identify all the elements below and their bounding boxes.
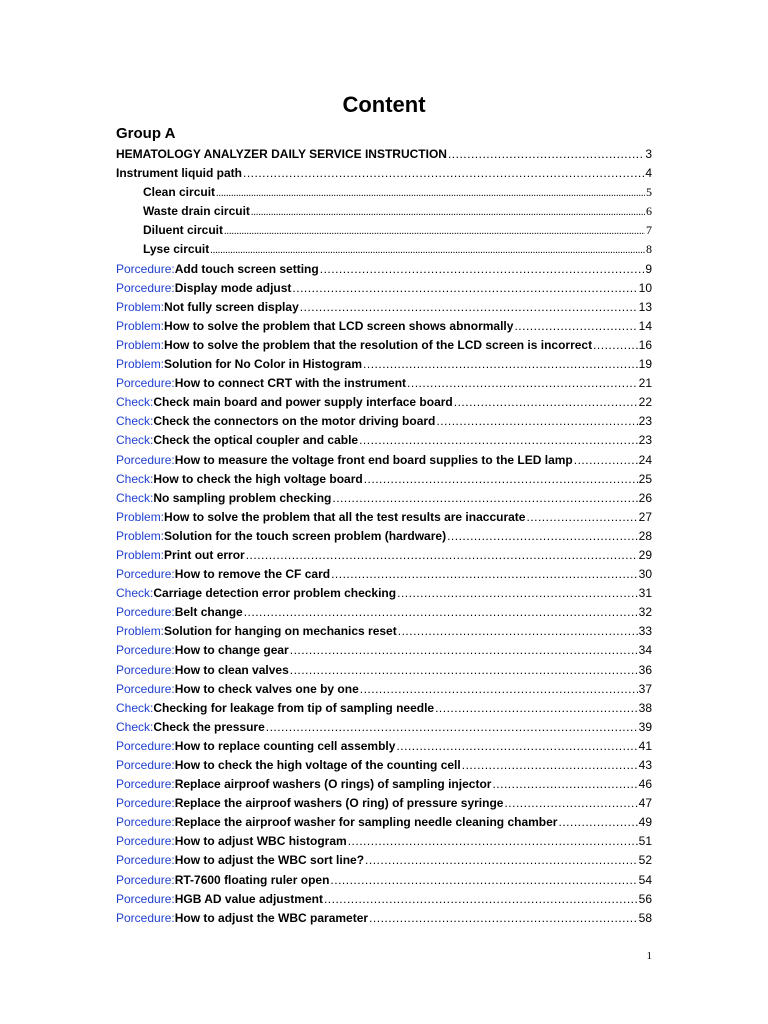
toc-entry-link[interactable]: Porcedure: — [116, 891, 175, 906]
dot-leader — [447, 527, 638, 546]
toc-entry[interactable] — [116, 851, 652, 870]
toc-entry[interactable] — [116, 470, 652, 489]
toc-entry-link[interactable]: Problem: — [116, 357, 165, 372]
toc-entry-page: 46 — [638, 777, 652, 792]
toc-entry[interactable] — [116, 775, 652, 794]
toc-entry-title: Print out error — [164, 547, 245, 562]
toc-entry-title: How to check the high voltage board — [153, 471, 363, 486]
toc-entry-title: Not fully screen display — [164, 299, 299, 314]
toc-entry[interactable] — [116, 202, 652, 221]
toc-entry[interactable] — [116, 431, 652, 450]
toc-entry[interactable] — [116, 909, 652, 928]
toc-entry-page: 52 — [638, 853, 652, 868]
toc-entry-page: 6 — [646, 204, 652, 219]
toc-entry-page: 23 — [638, 433, 652, 448]
dot-leader — [320, 260, 645, 279]
toc-entry-page: 43 — [638, 758, 652, 772]
toc-entry-page: 26 — [638, 490, 652, 505]
toc-entry[interactable] — [116, 221, 652, 240]
toc-entry-title: Check the optical coupler and cable — [153, 433, 359, 448]
toc-entry-page: 23 — [638, 414, 652, 429]
dot-leader — [348, 832, 638, 851]
toc-entry-link[interactable]: Problem: — [116, 509, 165, 524]
toc-entry-link[interactable]: Check: — [116, 586, 154, 601]
toc-entry-link[interactable]: Porcedure: — [116, 280, 175, 295]
toc-entry-title: How to check valves one by one — [174, 681, 359, 696]
toc-entry-title: How to measure the voltage front end board supplies to the LED lamp — [174, 452, 573, 467]
toc-entry-title: Belt change — [174, 605, 243, 620]
toc-entry-page: 30 — [638, 567, 652, 582]
toc-entry-title: Checking for leakage from tip of sampling needle — [153, 700, 435, 715]
toc-entry-page: 47 — [638, 796, 652, 811]
toc-entry-page: 9 — [645, 261, 652, 276]
toc-entry-page: 28 — [638, 528, 652, 543]
toc-entry[interactable] — [116, 164, 652, 183]
toc-entry[interactable] — [116, 603, 652, 622]
toc-entry-link[interactable]: Problem: — [116, 318, 165, 333]
toc-entry-title: How to solve the problem that the resolution of the LCD screen is incorrect — [164, 337, 593, 352]
toc-entry[interactable] — [116, 832, 652, 851]
toc-entry[interactable] — [116, 718, 652, 737]
toc-entry-title: Lyse circuit — [143, 242, 210, 257]
toc-entry[interactable] — [116, 260, 652, 279]
dot-leader — [369, 909, 638, 928]
toc-entry-page: 38 — [638, 700, 652, 715]
toc-entry-title: How to check the high voltage of the counting cell — [174, 758, 461, 772]
dot-leader — [365, 851, 638, 870]
dot-leader — [332, 489, 637, 508]
toc-entry-title: How to adjust WBC histogram — [174, 834, 347, 849]
dot-leader — [290, 661, 638, 680]
toc-entry-title: Display mode adjust — [174, 280, 292, 295]
dot-leader — [210, 241, 645, 260]
toc-entry[interactable] — [116, 317, 652, 336]
toc-entry-link[interactable]: Porcedure: — [116, 452, 175, 467]
toc-entry-page: 19 — [638, 357, 652, 372]
toc-entry-link[interactable]: Porcedure: — [116, 758, 175, 772]
dot-leader — [492, 775, 637, 794]
dot-leader — [331, 565, 638, 584]
toc-entry-page: 27 — [638, 509, 652, 524]
toc-entry-title: Replace the airproof washers (O ring) of pressure syringe — [174, 796, 504, 811]
dot-leader — [244, 603, 638, 622]
dot-leader — [324, 890, 638, 909]
toc-entry-link[interactable]: Porcedure: — [116, 567, 175, 582]
toc-entry-link[interactable]: Check: — [116, 414, 154, 429]
toc-entry-title: Replace airproof washers (O rings) of sampling injector — [174, 777, 492, 792]
toc-entry-title: How to adjust the WBC sort line? — [174, 853, 365, 868]
toc-entry[interactable] — [116, 737, 652, 756]
toc-entry-title: HGB AD value adjustment — [174, 891, 323, 906]
toc-entry[interactable] — [116, 527, 652, 546]
toc-entry-title: How to solve the problem that LCD screen shows abnormally — [164, 318, 514, 333]
toc-entry[interactable] — [116, 393, 652, 412]
dot-leader — [396, 737, 637, 756]
dot-leader — [397, 584, 638, 603]
dot-leader — [504, 794, 637, 813]
toc-entry[interactable] — [116, 489, 652, 508]
toc-entry-page: 16 — [638, 337, 652, 352]
toc-entry-page: 4 — [645, 166, 652, 181]
toc-entry-page: 7 — [646, 223, 652, 238]
dot-leader — [360, 680, 638, 699]
toc-entry-title: HEMATOLOGY ANALYZER DAILY SERVICE INSTRUCTION — [116, 147, 447, 161]
toc-entry-link[interactable]: Problem: — [116, 624, 165, 639]
dot-leader — [243, 164, 644, 183]
page-number: 1 — [646, 950, 652, 962]
dot-leader — [266, 718, 638, 737]
toc-entry-page: 56 — [638, 891, 652, 906]
toc-entry[interactable] — [116, 661, 652, 680]
toc-entry-link[interactable]: Porcedure: — [116, 815, 175, 830]
dot-leader — [558, 813, 637, 832]
dot-leader — [300, 298, 638, 317]
toc-entry-title: Waste drain circuit — [143, 204, 250, 219]
toc-entry-page: 24 — [638, 452, 652, 467]
toc-entry[interactable] — [116, 546, 652, 565]
toc-entry-title: How to clean valves — [174, 662, 289, 677]
toc-entry-title: No sampling problem checking — [153, 490, 332, 505]
toc-entry-page: 21 — [638, 376, 652, 391]
toc-entry-link[interactable]: Porcedure: — [116, 643, 175, 658]
toc-entry-page: 58 — [638, 910, 652, 925]
toc-entry[interactable] — [116, 794, 652, 813]
toc-entry-title: How to remove the CF card — [174, 567, 331, 582]
dot-leader — [435, 699, 638, 718]
toc-entry-page: 13 — [638, 299, 652, 314]
toc-entry-link[interactable]: Problem: — [116, 547, 165, 562]
toc-entry-title: Carriage detection error problem checking — [153, 586, 397, 601]
toc-entry[interactable] — [116, 336, 652, 355]
group-heading: Group A — [116, 125, 176, 142]
toc-entry-title: Add touch screen setting — [174, 261, 319, 276]
toc-entry-link[interactable]: Porcedure: — [116, 777, 175, 792]
dot-leader — [364, 470, 638, 489]
toc-entry-link[interactable]: Porcedure: — [116, 853, 175, 868]
toc-entry-link[interactable]: Check: — [116, 490, 154, 505]
toc-entry[interactable] — [116, 145, 652, 164]
dot-leader — [224, 222, 645, 241]
toc-entry[interactable] — [116, 508, 652, 527]
toc-entry[interactable] — [116, 374, 652, 393]
toc-entry-title: Diluent circuit — [143, 223, 224, 238]
toc-entry-title: How to adjust the WBC parameter — [174, 910, 369, 925]
toc-entry[interactable] — [116, 279, 652, 298]
toc-entry[interactable] — [116, 813, 652, 832]
toc-entry-page: 3 — [645, 147, 652, 161]
toc-entry-page: 54 — [638, 872, 652, 887]
dot-leader — [574, 451, 638, 470]
dot-leader — [514, 317, 637, 336]
toc-entry-title: Solution for hanging on mechanics reset — [164, 624, 397, 639]
toc-entry-title: Clean circuit — [143, 185, 216, 200]
toc-entry-title: How to change gear — [174, 643, 289, 658]
toc-entry-page: 5 — [646, 185, 652, 200]
toc-entry[interactable] — [116, 412, 652, 431]
toc-entry-title: How to replace counting cell assembly — [174, 738, 396, 753]
toc-entry[interactable] — [116, 451, 652, 470]
toc-entry-page: 34 — [638, 643, 652, 658]
dot-leader — [454, 393, 638, 412]
toc-entry[interactable] — [116, 641, 652, 660]
dot-leader — [407, 374, 638, 393]
dot-leader — [290, 641, 638, 660]
toc-entry-link[interactable]: Problem: — [116, 299, 165, 314]
toc-entry[interactable] — [116, 680, 652, 699]
dot-leader — [593, 336, 638, 355]
toc-entry-title: Check the connectors on the motor driving board — [153, 414, 436, 429]
toc-entry-page: 36 — [638, 662, 652, 677]
toc-entry-link[interactable]: Porcedure: — [116, 872, 175, 887]
toc-entry[interactable] — [116, 565, 652, 584]
toc-entry-page: 29 — [638, 547, 652, 562]
toc-entry-link[interactable]: Porcedure: — [116, 261, 175, 276]
page-title: Content — [342, 92, 426, 117]
toc-entry-page: 25 — [638, 471, 652, 486]
dot-leader — [398, 622, 638, 641]
toc-entry-link[interactable]: Porcedure: — [116, 662, 175, 677]
toc-entry-link[interactable]: Problem: — [116, 337, 165, 352]
toc-entry[interactable] — [116, 584, 652, 603]
toc-entry-page: 32 — [638, 605, 652, 620]
toc-entry-link[interactable]: Porcedure: — [116, 376, 175, 391]
dot-leader — [246, 546, 638, 565]
toc-entry-link[interactable]: Check: — [116, 471, 154, 486]
dot-leader — [448, 145, 644, 164]
toc-entry-link[interactable]: Problem: — [116, 528, 165, 543]
table-of-contents — [116, 145, 652, 928]
toc-entry-page: 37 — [638, 681, 652, 696]
toc-entry-page: 10 — [638, 280, 652, 295]
toc-entry-link[interactable]: Porcedure: — [116, 605, 175, 620]
toc-entry[interactable] — [116, 622, 652, 641]
toc-entry-link[interactable]: Porcedure: — [116, 738, 175, 753]
toc-entry-link[interactable]: Check: — [116, 395, 154, 410]
toc-entry[interactable] — [116, 183, 652, 202]
toc-entry-page: 41 — [638, 738, 652, 753]
toc-entry-title: Check main board and power supply interface board — [153, 395, 453, 410]
dot-leader — [363, 355, 638, 374]
toc-entry-title: Check the pressure — [153, 719, 265, 734]
toc-entry-title: How to solve the problem that all the test results are inaccurate — [164, 509, 526, 524]
toc-entry[interactable] — [116, 871, 652, 890]
toc-entry-page: 39 — [638, 719, 652, 734]
toc-entry-link[interactable]: Check: — [116, 700, 154, 715]
toc-entry-title: Solution for the touch screen problem (hardware) — [164, 528, 447, 543]
toc-entry-title: Instrument liquid path — [116, 166, 242, 181]
toc-entry-link[interactable]: Check: — [116, 719, 154, 734]
toc-entry-title: Solution for No Color in Histogram — [164, 357, 363, 372]
toc-entry-title: RT-7600 floating ruler open — [174, 872, 330, 887]
toc-entry[interactable] — [116, 298, 652, 317]
dot-leader — [436, 412, 637, 431]
dot-leader — [526, 508, 637, 527]
dot-leader — [359, 431, 638, 450]
toc-entry-link[interactable]: Check: — [116, 433, 154, 448]
toc-entry[interactable] — [116, 355, 652, 374]
dot-leader — [292, 279, 637, 298]
toc-entry[interactable] — [116, 756, 652, 775]
toc-entry-title: How to connect CRT with the instrument — [174, 376, 407, 391]
toc-entry-link[interactable]: Porcedure: — [116, 834, 175, 849]
toc-entry-link[interactable]: Porcedure: — [116, 910, 175, 925]
toc-entry[interactable] — [116, 699, 652, 718]
toc-entry-page: 31 — [638, 586, 652, 601]
toc-entry[interactable] — [116, 890, 652, 909]
toc-entry-page: 51 — [638, 834, 652, 849]
toc-entry[interactable] — [116, 240, 652, 259]
toc-entry-link[interactable]: Porcedure: — [116, 681, 175, 696]
toc-entry-page: 33 — [638, 624, 652, 639]
toc-entry-page: 14 — [638, 318, 652, 333]
dot-leader — [251, 203, 645, 222]
dot-leader — [462, 756, 638, 775]
dot-leader — [330, 871, 637, 890]
toc-entry-title: Replace the airproof washer for sampling needle cleaning chamber — [174, 815, 558, 830]
toc-entry-page: 49 — [638, 815, 652, 830]
dot-leader — [216, 184, 645, 203]
toc-entry-link[interactable]: Porcedure: — [116, 796, 175, 811]
toc-entry-page: 22 — [638, 395, 652, 410]
toc-entry-page: 8 — [646, 242, 652, 257]
